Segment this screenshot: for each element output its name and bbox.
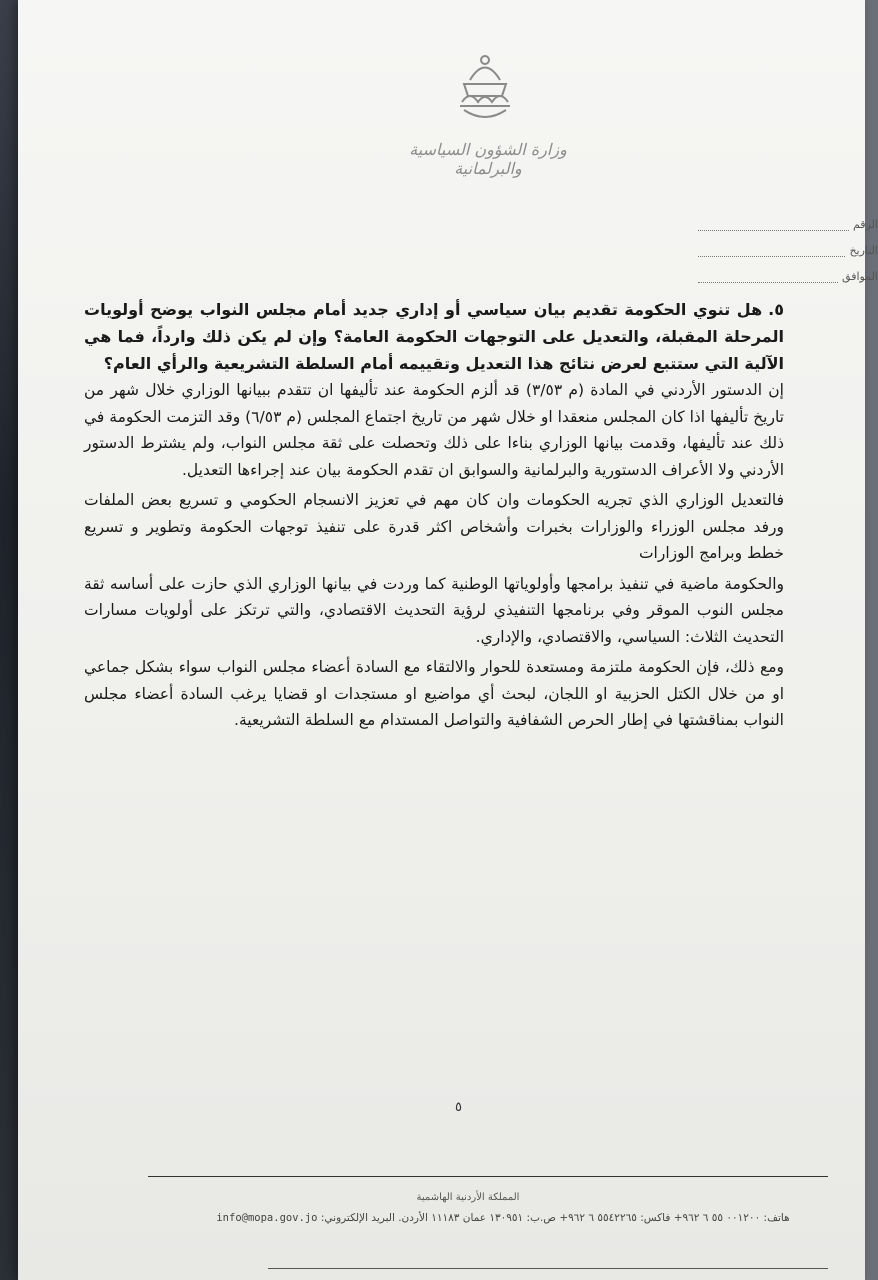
document-page	[18, 0, 878, 1280]
reference-number-label: الرقم	[852, 218, 878, 231]
reference-fields	[698, 205, 878, 283]
answer-paragraph-1: إن الدستور الأردني في المادة (م ٣/٥٣) قد ألزم الحكومة عند تأليفها ان تتقدم ببيانها الوزاري خلال شهر من تاريخ تأليفها اذا كان المجلس منعقدا او خلال شهر من تاريخ اجتماع المجلس (م ٦/٥٣) وقد التزمت الحكومة في ذلك عند تأليفها، وقدمت بيانها الوزاري بناءا على ذلك وتحصلت على ثقة مجلس النواب، ولم يشترط الدستور الأردني ولا الأعراف الدستورية والبرلمانية والسوابق ان تقدم الحكومة بيان عند إجراءها التعديل.	[84, 381, 784, 479]
date-label: التاريخ	[849, 244, 878, 257]
answer-paragraph-3: والحكومة ماضية في تنفيذ برامجها وأولوياتها الوطنية كما وردت في بيانها الوزاري الذي حازت على أساسه ثقة مجلس النوب الموقر وفي برنامجها التنفيذي لرؤية التحديث الاقتصادي، والتي ترتكز على أولويات مسارات التحديث الثلاث: السياسي، والاقتصادي، والإداري.	[84, 574, 784, 646]
footer-divider	[148, 1176, 828, 1177]
corresponding-date-line	[698, 272, 838, 283]
crown-emblem-icon	[450, 50, 520, 130]
ministry-name: وزارة الشؤون السياسية والبرلمانية	[409, 140, 567, 178]
corresponding-date-field	[698, 257, 878, 283]
document-body	[84, 296, 784, 734]
reference-number-field	[698, 205, 878, 231]
question-text: هل تنوي الحكومة تقديم بيان سياسي أو إداري جديد أمام مجلس النواب يوضح أولويات المرحلة المقبلة، والتعديل على التوجهات الحكومة العامة؟ وإن لم يكن ذلك وارداً، فما هي الآلية التي ستتبع لعرض نتائج هذا التعديل وتقييمه أمام السلطة التشريعية والرأي العام؟	[84, 300, 784, 373]
answer-paragraph-2: فالتعديل الوزاري الذي تجريه الحكومات وان كان مهم في تعزيز الانسجام الحكومي و تسريع بعض الملفات ورفد مجلس الوزراء والوزارات بخبرات وأشخاص اكثر قدرة على تنفيذ توجهات الحكومة وتطوير و تسريع خطط وبرامج الوزارات	[84, 491, 784, 562]
footer-bottom-divider	[268, 1268, 828, 1269]
page-number: ٥	[455, 1100, 462, 1115]
answer-paragraph-4: ومع ذلك، فإن الحكومة ملتزمة ومستعدة للحوار والالتقاء مع السادة أعضاء مجلس النواب سواء بشكل جماعي او من خلال الكتل الحزبية او اللجان، لبحث أي مواضيع او مستجدات او قضايا يرغب السادة أعضاء مجلس النواب بمناقشتها في إطار الحرص الشفافية والتواصل المستدام مع السلطة التشريعية.	[84, 658, 784, 729]
question-number: ٥.	[768, 300, 784, 319]
footer-email: info@mopa.gov.jo	[216, 1212, 318, 1224]
footer-kingdom-name: المملكة الأردنية الهاشمية	[416, 1192, 520, 1203]
footer-contact-text: هاتف: ٠٠١٢٠٠ ٥٥ ٦ ٩٦٢+ فاكس: ٥٥٤٢٢٦٥ ٦ ٩٦٢+ ص.ب: ١٣٠٩٥١ عمان ١١١٨٣ الأردن. البريد الإلكتروني:	[320, 1212, 790, 1224]
footer-contact-info	[158, 1212, 848, 1224]
date-field	[698, 231, 878, 257]
question-paragraph	[84, 296, 784, 377]
reference-number-line	[698, 220, 849, 231]
corresponding-date-label: الموافق	[842, 270, 878, 283]
date-line	[698, 246, 845, 257]
